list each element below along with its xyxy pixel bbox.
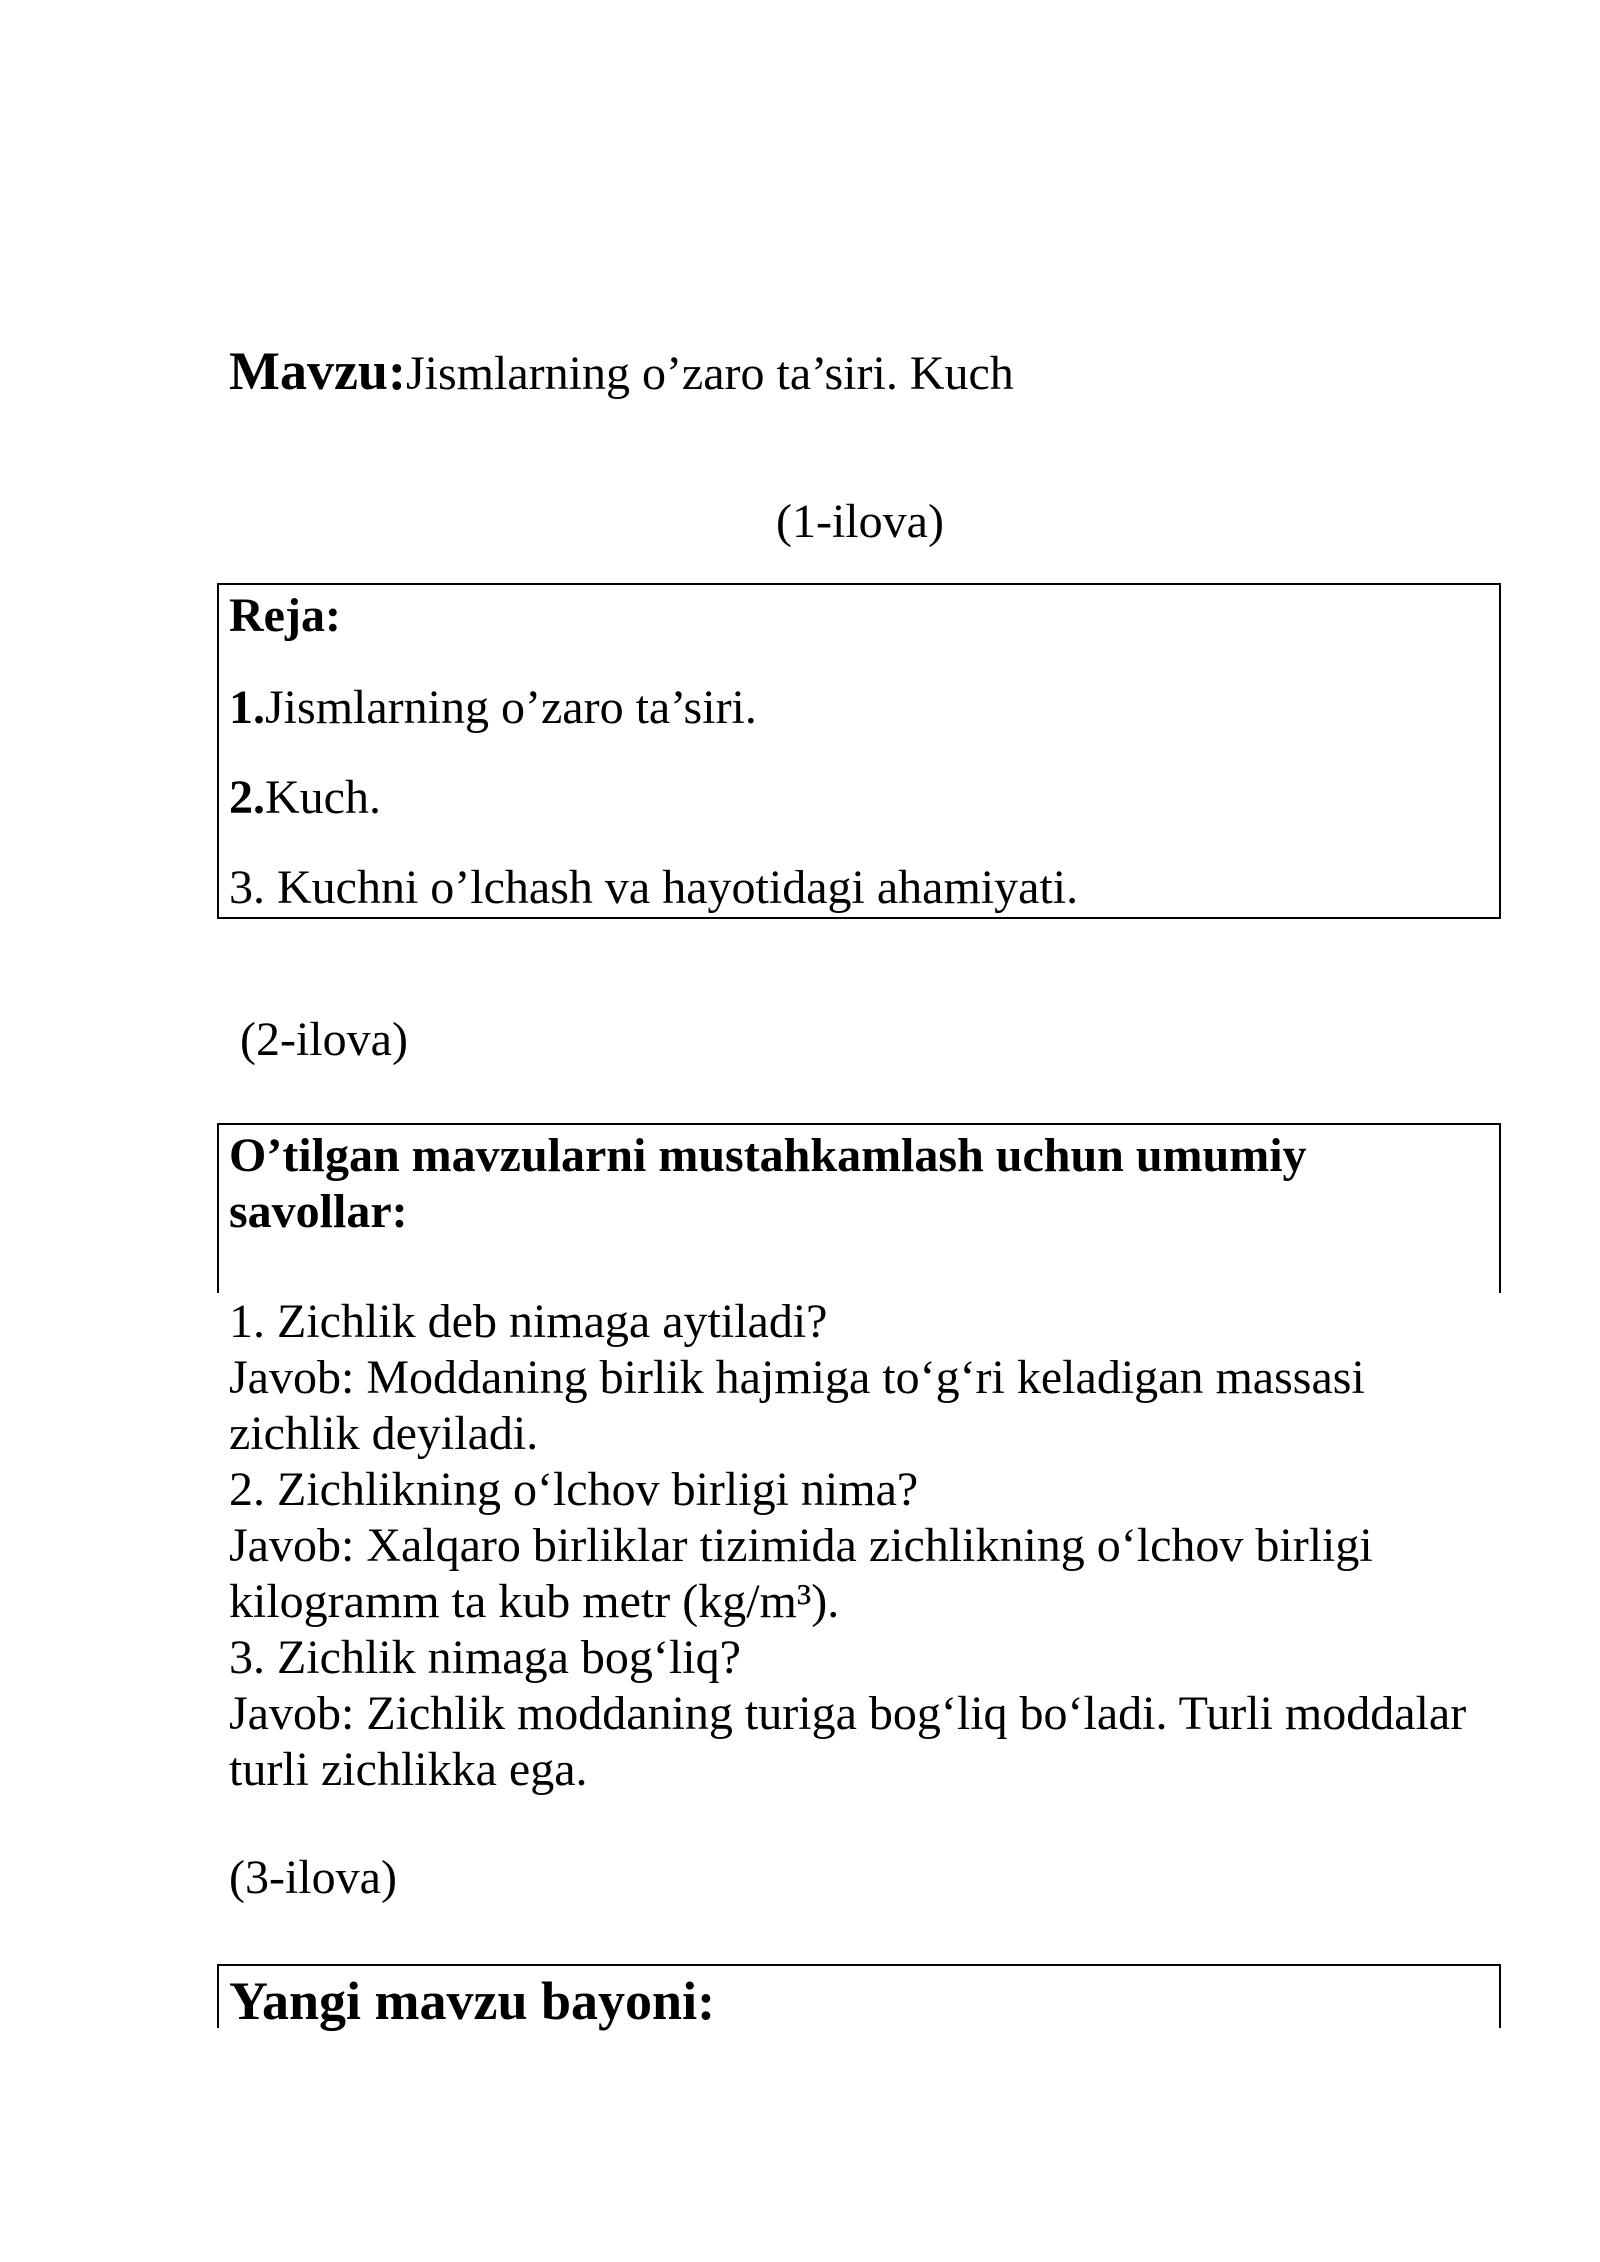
plan-item-3	[229, 860, 1078, 916]
title-text: Jismlarning o’zaro ta’siri. Kuch	[405, 347, 1014, 400]
plan-item-number: 2.	[229, 771, 265, 824]
title-label: Mavzu:	[229, 341, 406, 401]
question-line: 2. Zichlikning o‘lchov birligi nima?	[229, 1463, 919, 1516]
plan-item-number: 1.	[229, 681, 265, 734]
answer-line: Javob: Moddaning birlik hajmiga to‘g‘ri keladigan massasi	[229, 1351, 1365, 1404]
plan-item-text: Jismlarning o’zaro ta’siri.	[265, 681, 757, 734]
appendix-2-label: (2-ilova)	[240, 1013, 408, 1066]
answer-line: zichlik deyiladi.	[229, 1407, 539, 1460]
question-line: 3. Zichlik nimaga bog‘liq?	[229, 1631, 741, 1684]
appendix-1-label: (1-ilova)	[776, 495, 944, 548]
appendix-3-label: (3-ilova)	[229, 1851, 397, 1904]
review-heading-line: O’tilgan mavzularni mustahkamlash uchun umumiy	[229, 1129, 1307, 1182]
answer-line: turli zichlikka ega.	[229, 1743, 588, 1796]
question-line: 1. Zichlik deb nimaga aytiladi?	[229, 1295, 828, 1348]
review-questions	[229, 1294, 1466, 1798]
plan-item-text: 3. Kuchni o’lchash va hayotidagi ahamiyati.	[229, 861, 1079, 914]
review-heading	[229, 1128, 1307, 1240]
plan-item-2	[229, 770, 381, 826]
new-topic-heading: Yangi mavzu bayoni:	[229, 1971, 716, 2031]
plan-heading: Reja:	[229, 589, 341, 642]
answer-line: Javob: Xalqaro birliklar tizimida zichlikning o‘lchov birligi	[229, 1519, 1373, 1572]
page-title	[229, 340, 1014, 405]
answer-line: kilogramm ta kub metr (kg/m³).	[229, 1575, 840, 1628]
plan-item-text: Kuch.	[265, 771, 381, 824]
review-heading-line: savollar:	[229, 1185, 408, 1238]
answer-line: Javob: Zichlik moddaning turiga bog‘liq bo‘ladi. Turli moddalar	[229, 1687, 1467, 1740]
plan-item-1	[229, 680, 757, 736]
